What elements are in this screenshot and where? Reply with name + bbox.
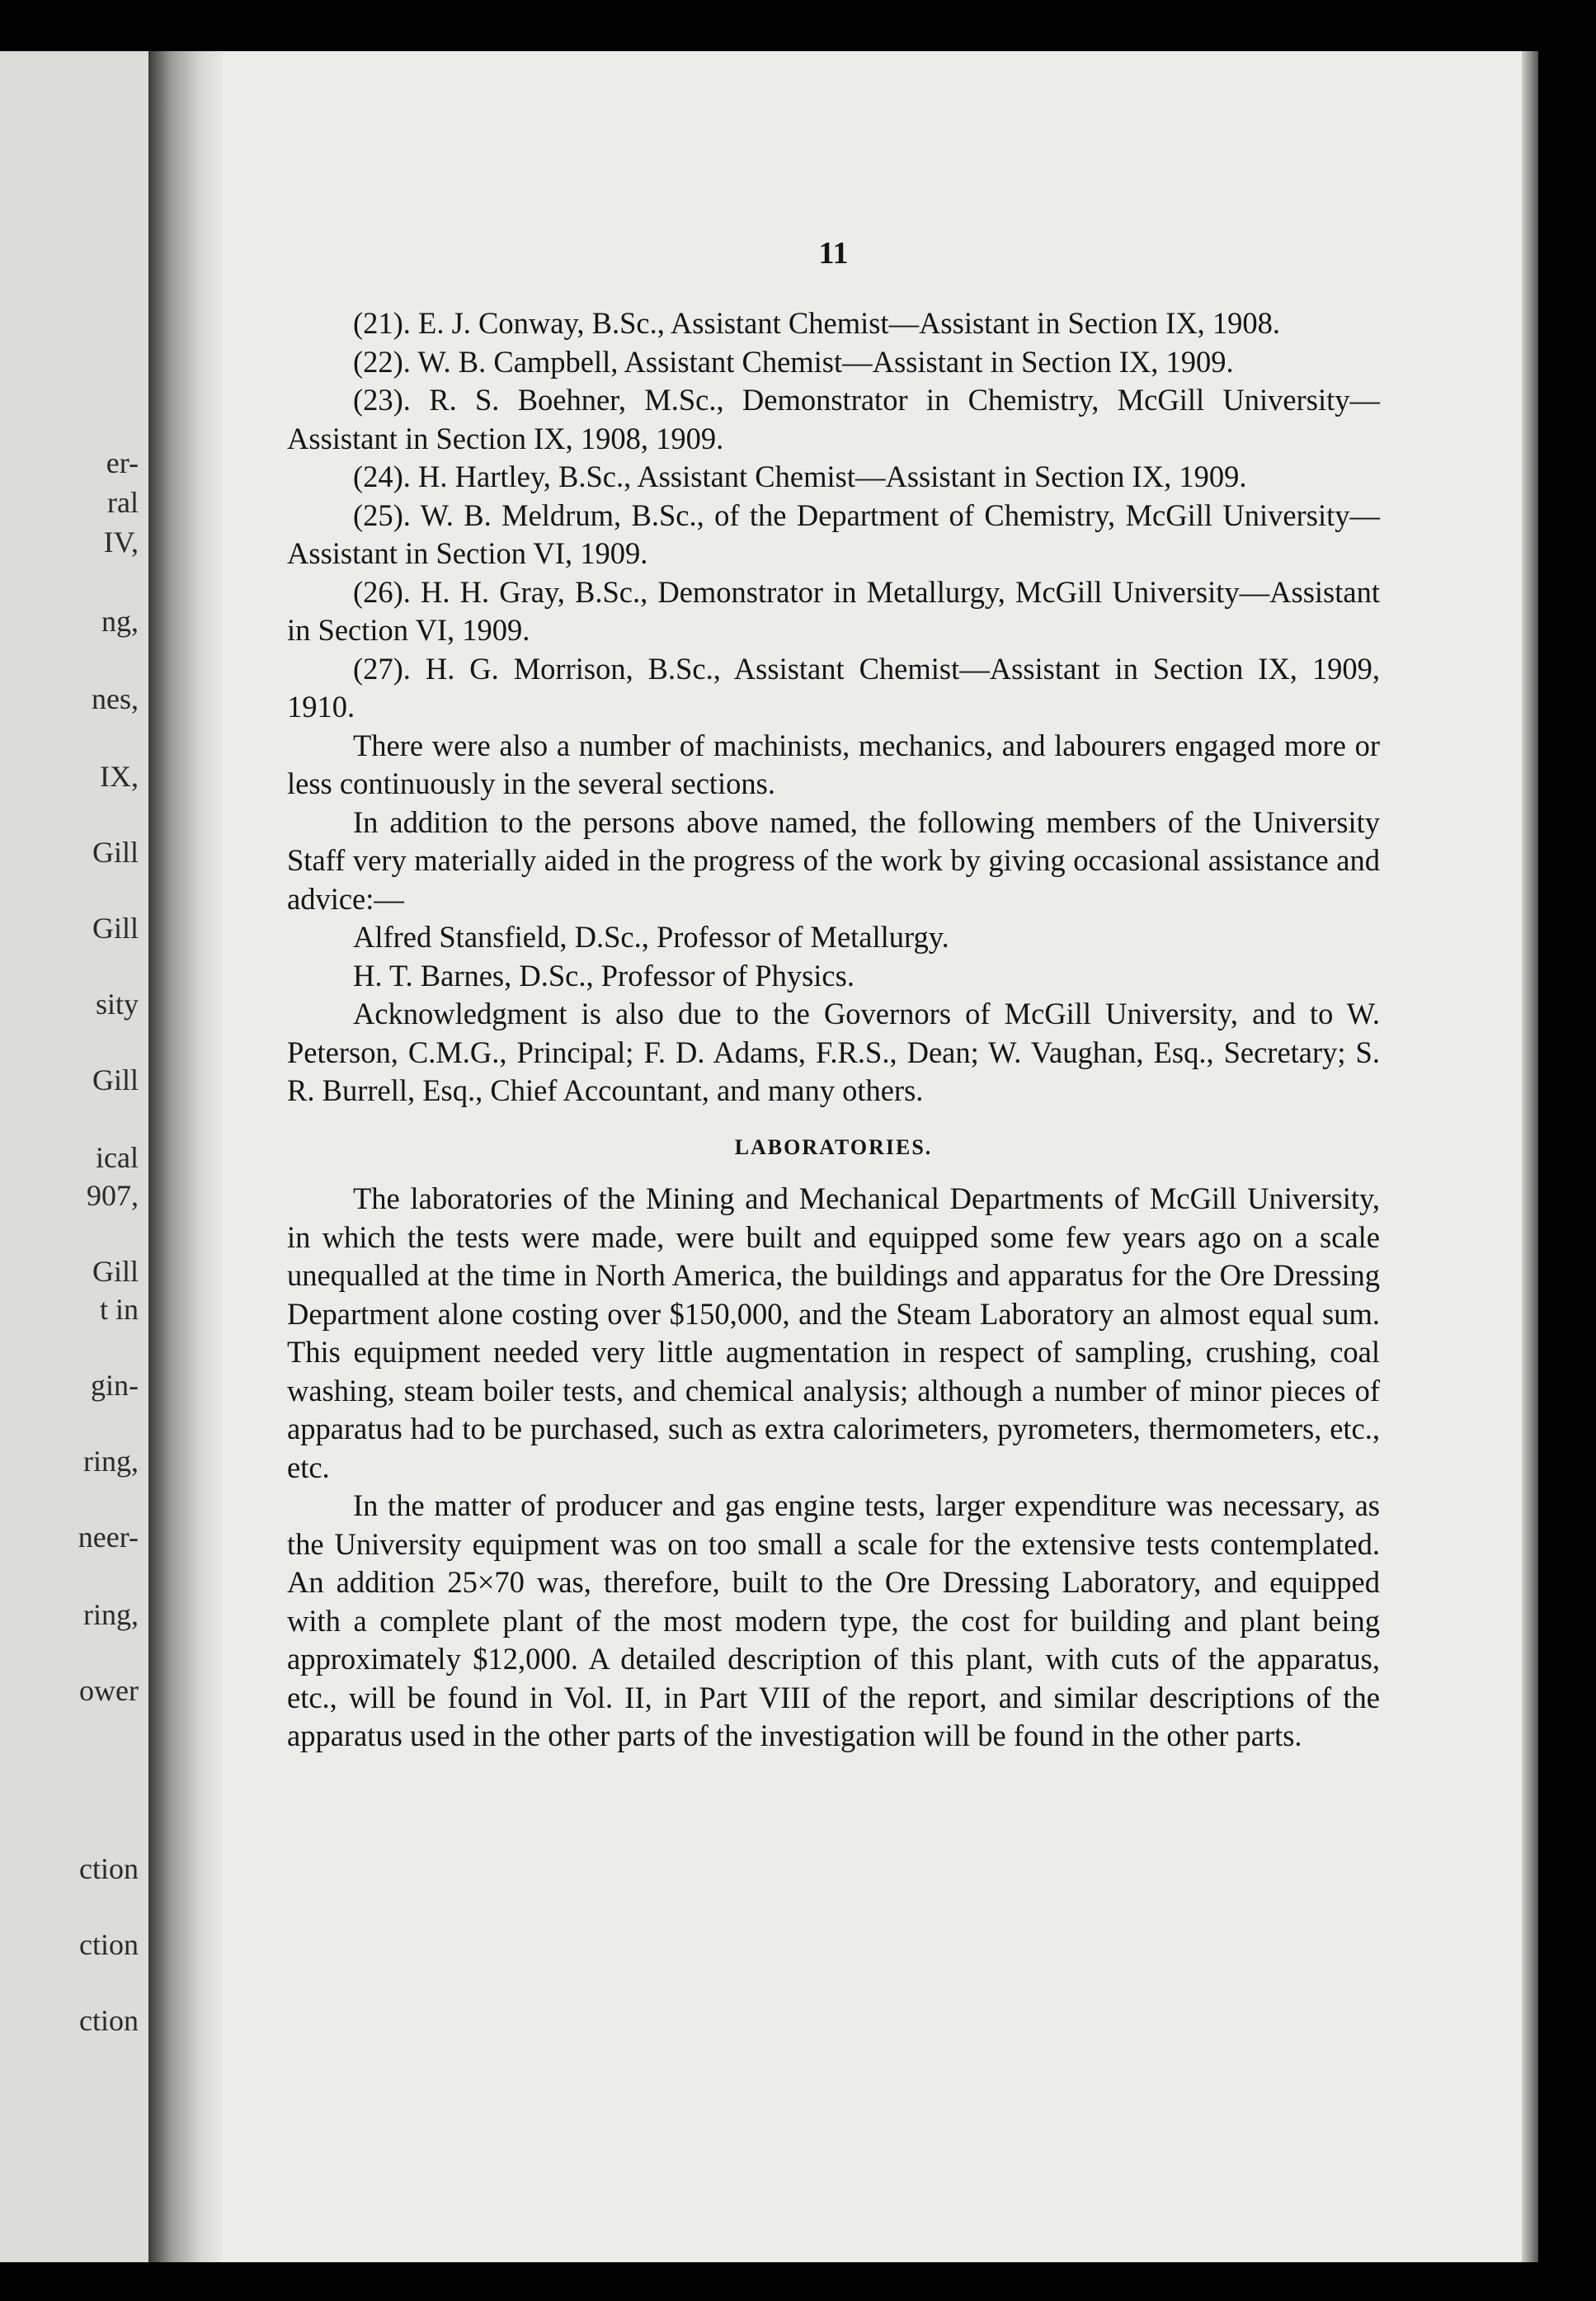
left-page-fragment: Gill bbox=[92, 1255, 139, 1288]
left-page-fragment: ower bbox=[79, 1674, 139, 1707]
staff-entry: (27). H. G. Morrison, B.Sc., Assistant Chemist—Assistant in Section IX, 1909, 1910. bbox=[287, 651, 1380, 724]
page-number: 11 bbox=[818, 236, 849, 271]
left-page-fragment: ng, bbox=[101, 605, 139, 638]
left-page-fragment: ring, bbox=[83, 1445, 139, 1478]
staff-entry: (25). W. B. Meldrum, B.Sc., of the Department of Chemistry, McGill University—Assistant in Section VI, 1909. bbox=[287, 497, 1380, 570]
acknowledgment-paragraph: Acknowledgment is also due to the Governors of McGill University, and to W. Peterson, C.M.G., Principal; F. D. Adams, F.R.S., Dean; W. Vaughan, Esq., Secretary; S. R. Burrell, Esq., Chief Accountant, and many others. bbox=[287, 997, 1380, 1107]
book-gutter-shadow bbox=[148, 51, 223, 2262]
left-page-fragment: neer- bbox=[78, 1521, 139, 1554]
left-page-fragment: Gill bbox=[92, 912, 139, 945]
left-page-fragment: gin- bbox=[91, 1369, 139, 1402]
left-page-fragment: t in bbox=[99, 1293, 139, 1326]
assistant-entry: Alfred Stansfield, D.Sc., Professor of Metallurgy. bbox=[353, 920, 949, 954]
laboratories-paragraph: In the matter of producer and gas engine tests, larger expenditure was necessary, as the University equipment was on too small a scale for the extensive tests contemplated. An addition 25×70 was, therefore, built to the Ore Dressing Laboratory, and equipped with a complete plant of the most modern type, the cost for building and plant being approximately $12,000. A detailed description of this plant, with cuts of the apparatus, etc., will be found in Vol. II, in Part VIII of the report, and similar descriptions of the apparatus used in the other parts of the investigation will be found in the other parts. bbox=[287, 1488, 1380, 1752]
staff-entry: (24). H. Hartley, B.Sc., Assistant Chemist—Assistant in Section IX, 1909. bbox=[353, 460, 1247, 493]
left-page-fragment: ral bbox=[107, 486, 139, 519]
body-text bbox=[287, 304, 1380, 1756]
left-page-fragment: Gill bbox=[92, 836, 139, 869]
left-page-fragment: IV, bbox=[103, 526, 139, 559]
left-facing-page bbox=[0, 51, 148, 2262]
assistant-entry: H. T. Barnes, D.Sc., Professor of Physics. bbox=[353, 958, 854, 993]
left-page-fragment: sity bbox=[95, 988, 139, 1021]
laboratories-paragraph: The laboratories of the Mining and Mechanical Departments of McGill University, in which the tests were made, were built and equipped some few years ago on a scale unequalled at the time in North America, the buildings and apparatus for the Ore Dressing Department alone costing over $150,000, and the Steam Laboratory an almost equal sum. This equipment needed very little augmentation in respect of sampling, crushing, coal washing, steam boiler tests, and chemical analysis; although a number of minor pieces of apparatus had to be purchased, such as extra calorimeters, pyrometers, thermometers, etc., etc. bbox=[287, 1181, 1380, 1484]
staff-entry: (26). H. H. Gray, B.Sc., Demonstrator in Metallurgy, McGill University—Assistant in Section VI, 1909. bbox=[287, 574, 1380, 647]
left-page-fragment: ction bbox=[79, 1852, 139, 1885]
left-page-fragment: ction bbox=[79, 1928, 139, 1961]
addition-paragraph: In addition to the persons above named, the following members of the University Staff very materially aided in the progress of the work by giving occasional assistance and advice:— bbox=[287, 804, 1380, 916]
right-page bbox=[223, 51, 1522, 2262]
left-page-fragment: er- bbox=[106, 446, 139, 479]
machinists-paragraph: There were also a number of machinists, mechanics, and labourers engaged more or less continuously in the several sections. bbox=[287, 728, 1380, 800]
left-page-fragment: Gill bbox=[92, 1063, 139, 1096]
left-page-fragment: 907, bbox=[87, 1179, 139, 1212]
left-page-fragment: ical bbox=[96, 1141, 139, 1174]
staff-entry: (23). R. S. Boehner, M.Sc., Demonstrator in Chemistry, McGill University—Assistant in Section IX, 1908, 1909. bbox=[287, 383, 1380, 455]
staff-entry: (22). W. B. Campbell, Assistant Chemist—Assistant in Section IX, 1909. bbox=[353, 344, 1234, 379]
left-page-fragment: nes, bbox=[92, 682, 139, 715]
page-edge-shadow bbox=[1522, 51, 1538, 2262]
left-page-fragment: ction bbox=[79, 2004, 139, 2037]
staff-entry: (21). E. J. Conway, B.Sc., Assistant Chemist—Assistant in Section IX, 1908. bbox=[353, 306, 1281, 340]
left-page-fragment: IX, bbox=[100, 760, 139, 793]
left-page-fragment: ring, bbox=[83, 1598, 139, 1631]
laboratories-heading: LABORATORIES. bbox=[734, 1134, 933, 1159]
